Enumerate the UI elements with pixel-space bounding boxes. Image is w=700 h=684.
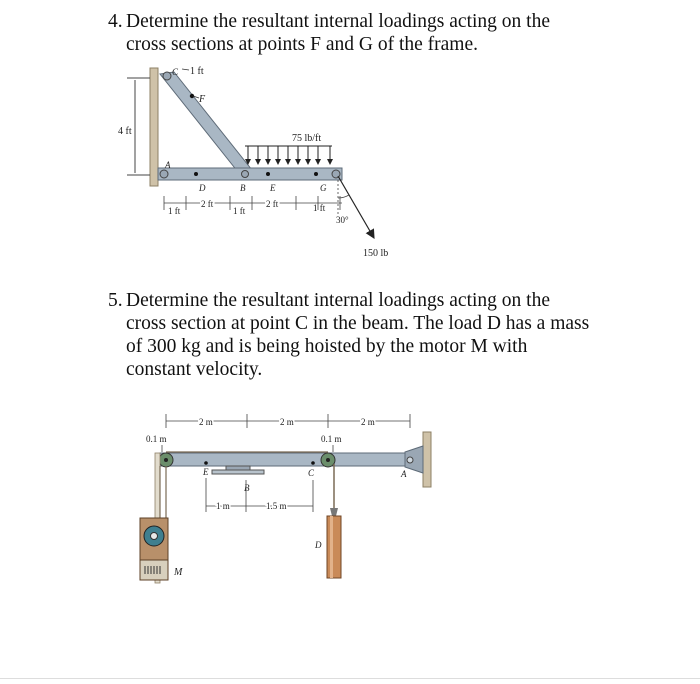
force-150lb (338, 176, 374, 238)
label-2m-1: 2 m (199, 417, 213, 427)
label-1ft-c: 1 ft (313, 203, 326, 213)
beam (160, 453, 423, 466)
label-30deg: 30° (336, 215, 349, 225)
load-d-highlight (330, 516, 333, 578)
left-pulley-hub (164, 458, 168, 462)
label-a: A (165, 160, 171, 170)
problem-5-number: 5. (108, 290, 123, 311)
problem-4-line-1: Determine the resultant internal loadings acting on the (126, 11, 550, 32)
label-m: M (174, 567, 183, 578)
pin-a (160, 170, 168, 178)
problem-5-line-1: Determine the resultant internal loadings acting on the (126, 290, 550, 311)
label-01m-left: 0.1 m (146, 434, 167, 444)
load-d (327, 516, 341, 578)
label-c: C (172, 67, 179, 77)
label-15m: 1.5 m (266, 501, 287, 511)
label-2m-3: 2 m (361, 417, 375, 427)
pin-b (242, 171, 249, 178)
problem-4-number: 4. (108, 11, 123, 32)
label-b: B (240, 183, 246, 193)
label-4ft: 4 ft (118, 126, 132, 137)
label-c-5: C (308, 468, 315, 478)
label-b-5: B (244, 483, 250, 493)
label-load: 75 lb/ft (292, 133, 322, 144)
point-d (194, 172, 198, 176)
label-e: E (270, 183, 276, 193)
point-e (266, 172, 270, 176)
label-a-5: A (401, 469, 407, 479)
label-1m: 1 m (216, 501, 230, 511)
problem-5-line-3: of 300 kg and is being hoisted by the motor M with (126, 336, 528, 357)
label-2ft-1: 2 ft (201, 199, 214, 209)
pin-c (163, 72, 171, 80)
point-e-5 (204, 461, 208, 465)
problem-4-line-2: cross sections at points F and G of the frame. (126, 34, 479, 55)
point-c-5 (311, 461, 315, 465)
support-b-plate (226, 466, 250, 470)
label-e-5: E (203, 467, 209, 477)
label-d-5: D (315, 540, 322, 550)
right-wall (423, 432, 431, 487)
motor-hub (151, 533, 158, 540)
point-g (314, 172, 318, 176)
bottom-divider (0, 678, 700, 679)
hook (330, 508, 338, 516)
label-1ft-b: 1 ft (233, 206, 246, 216)
label-f: F (199, 94, 206, 105)
right-pulley-hub (326, 458, 330, 462)
distributed-load (245, 146, 332, 164)
problem-5-line-4: constant velocity. (126, 359, 263, 380)
pin-a-5 (407, 457, 413, 463)
label-2m-2: 2 m (280, 417, 294, 427)
label-1ft-top: 1 ft (190, 66, 204, 77)
label-1ft-a: 1 ft (168, 206, 181, 216)
label-150lb: 150 lb (363, 248, 389, 259)
wall (150, 68, 158, 186)
problem-5-line-2: cross section at point C in the beam. The load D has a mass (126, 313, 590, 334)
label-01m-right: 0.1 m (321, 434, 342, 444)
diagonal-member (160, 72, 252, 172)
label-2ft-2: 2 ft (266, 199, 279, 209)
label-g: G (320, 183, 327, 193)
support-b-base (212, 470, 264, 474)
one-ft-leader (182, 69, 189, 70)
label-d: D (199, 183, 206, 193)
